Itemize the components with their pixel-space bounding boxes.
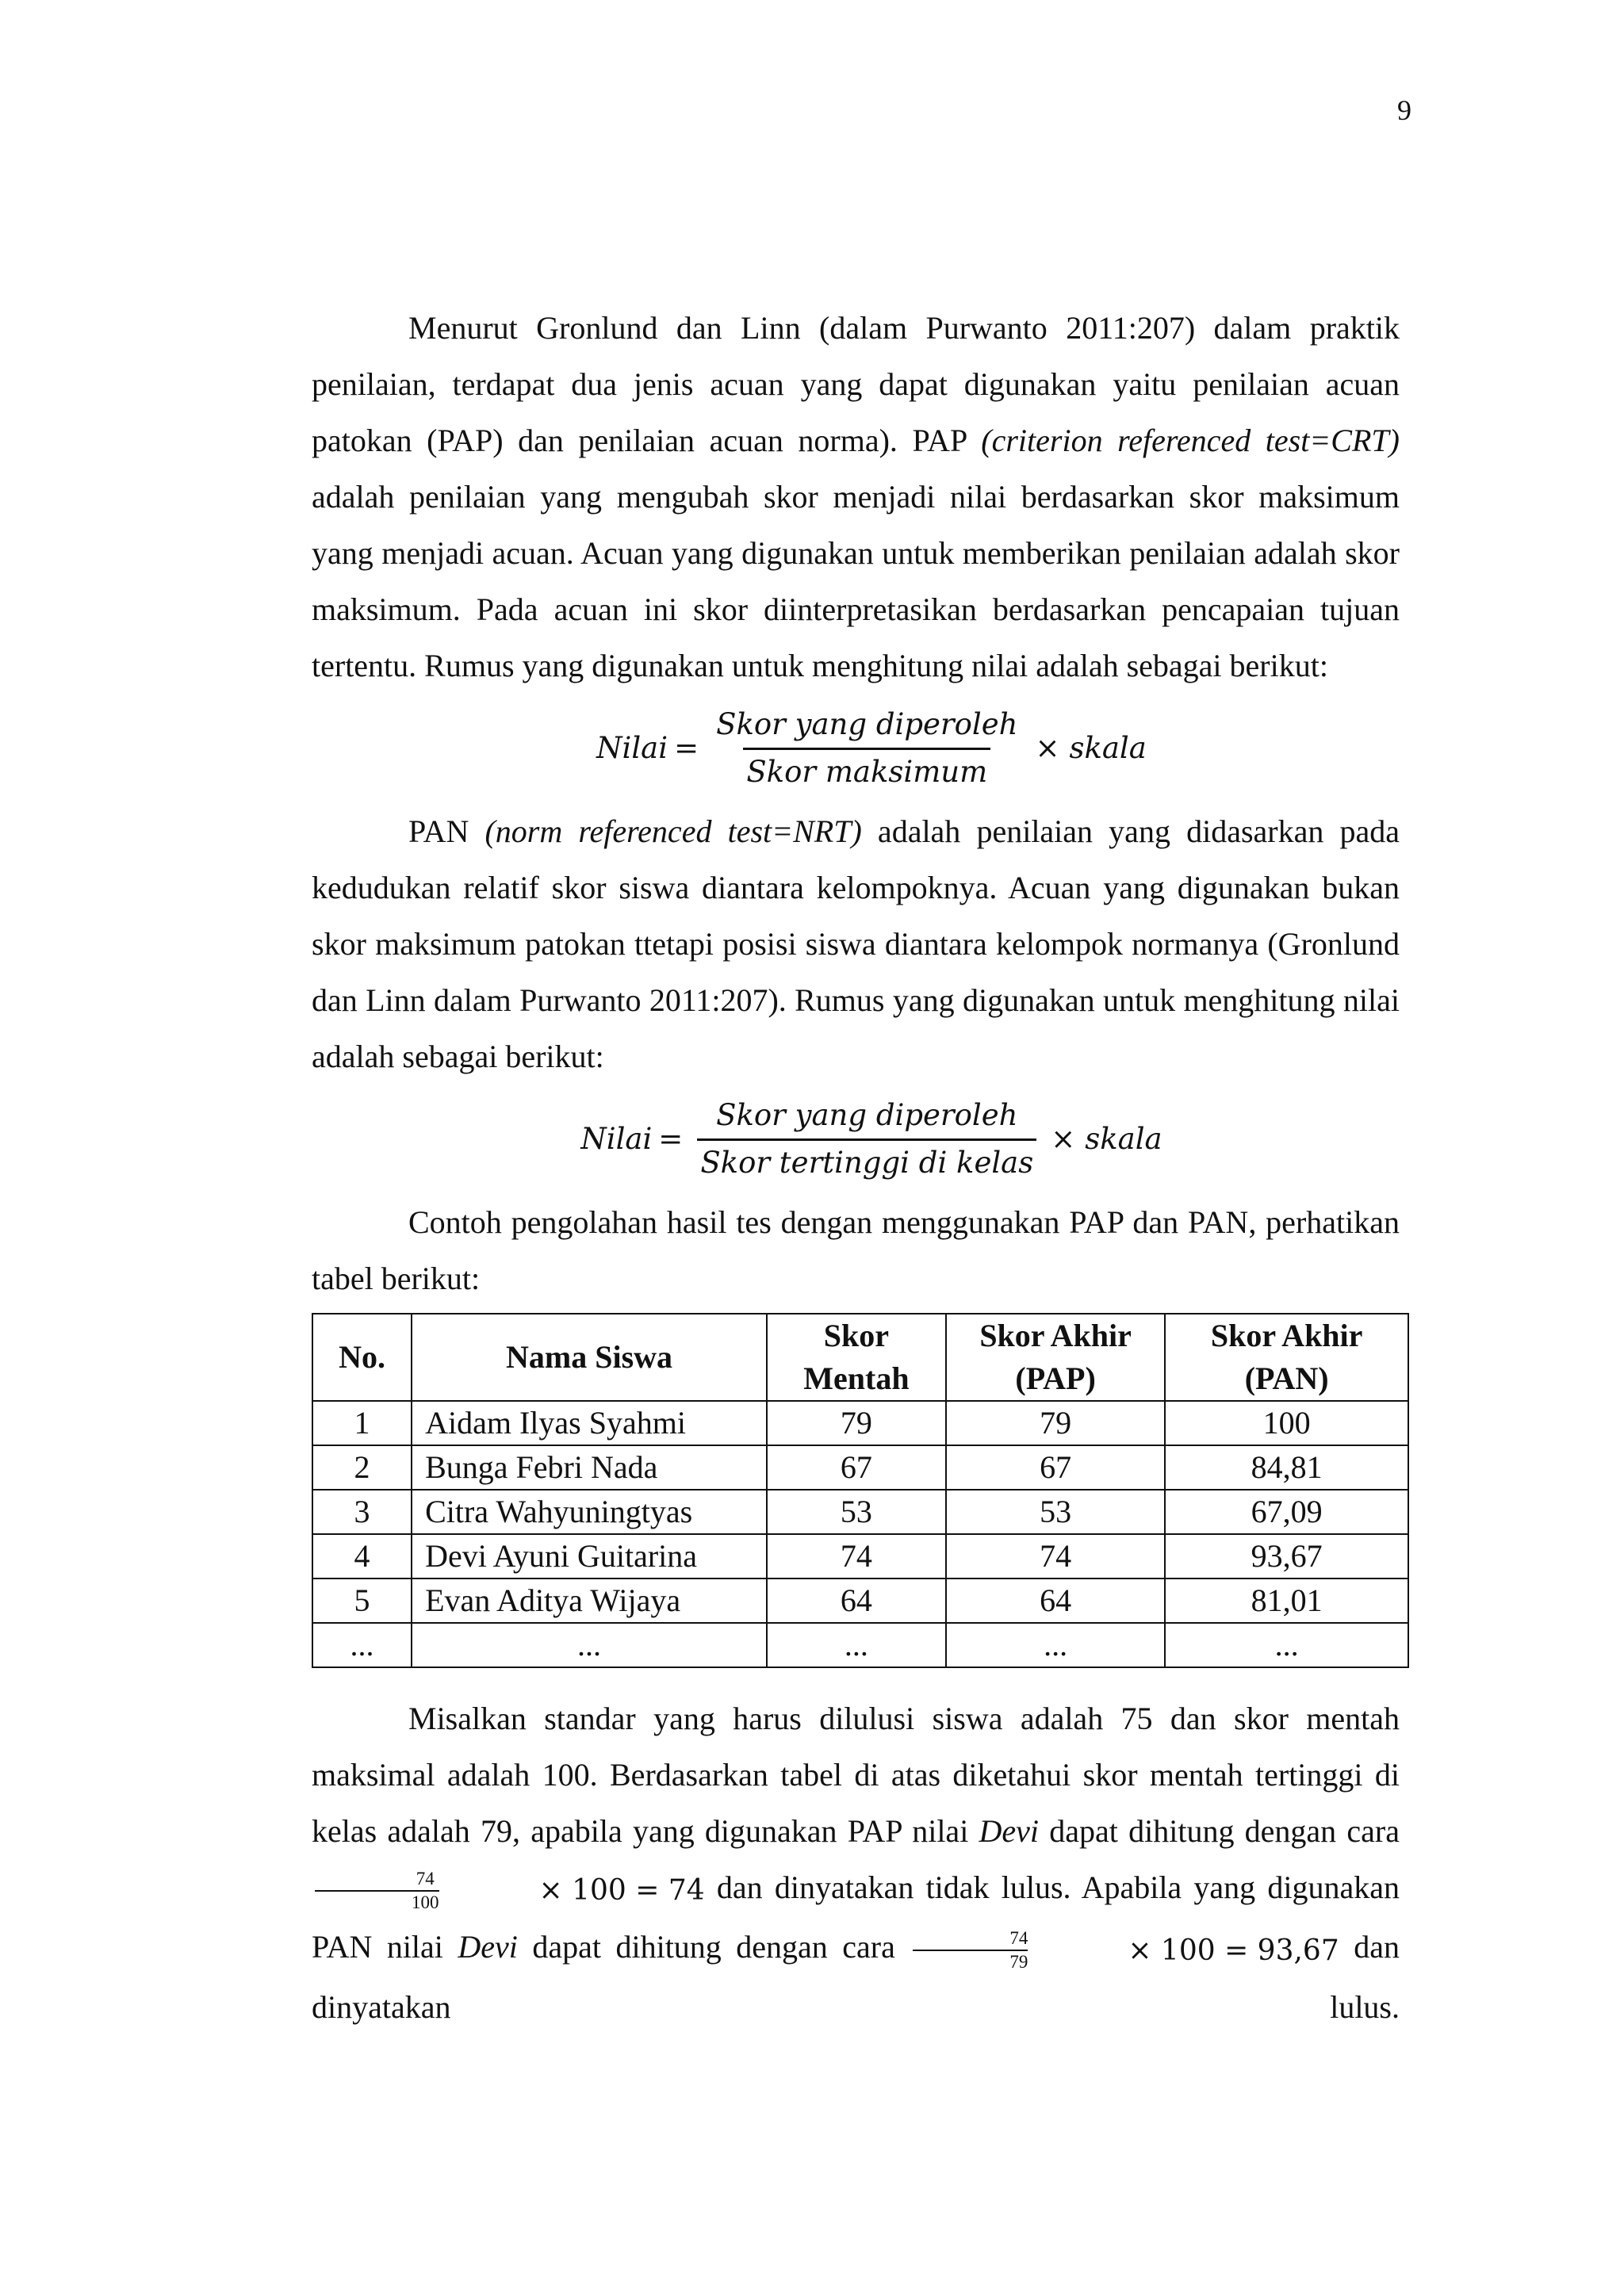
formula-pan bbox=[343, 1085, 1400, 1194]
equals-sign: = bbox=[658, 1121, 684, 1156]
inline-math-pap: × 100 = 74 bbox=[538, 1874, 705, 1908]
formula-pap bbox=[343, 694, 1400, 803]
page-number: 9 bbox=[1397, 94, 1411, 126]
cell-no: ... bbox=[312, 1623, 412, 1667]
header-name: Nama Siswa bbox=[412, 1314, 767, 1401]
formula-fraction bbox=[697, 1098, 1036, 1181]
cell-mentah: ... bbox=[767, 1623, 946, 1667]
cell-pan: 67,09 bbox=[1165, 1490, 1408, 1534]
fraction-numerator: 74 bbox=[416, 1868, 435, 1888]
table-row bbox=[312, 1623, 1408, 1667]
paragraph-text: dan dinyatakan lulus. bbox=[312, 1929, 1400, 2025]
formula-lhs: Nilai bbox=[596, 730, 668, 765]
cell-pan: 93,67 bbox=[1165, 1534, 1408, 1578]
fraction-numerator: 74 bbox=[1009, 1928, 1028, 1949]
cell-no: 2 bbox=[312, 1445, 412, 1490]
cell-pap: 64 bbox=[946, 1578, 1165, 1623]
inline-fraction-pan bbox=[913, 1927, 1028, 1973]
header-no: No. bbox=[312, 1314, 412, 1401]
cell-name: Aidam Ilyas Syahmi bbox=[412, 1401, 767, 1445]
cell-mentah: 74 bbox=[767, 1534, 946, 1578]
cell-pan: 84,81 bbox=[1165, 1445, 1408, 1490]
cell-mentah: 67 bbox=[767, 1445, 946, 1490]
fraction-numerator: Skor yang diperoleh bbox=[716, 1098, 1018, 1133]
paragraph-text: dan dinyatakan tidak lulus. Apabila yang digunakan PAN nilai bbox=[312, 1869, 1400, 1965]
equals-sign: = bbox=[674, 730, 699, 765]
cell-pap: ... bbox=[946, 1623, 1165, 1667]
paragraph-pan-definition bbox=[312, 803, 1400, 1085]
cell-pap: 79 bbox=[946, 1401, 1165, 1445]
cell-name: Evan Aditya Wijaya bbox=[412, 1578, 767, 1623]
table-row bbox=[312, 1445, 1408, 1490]
fraction-numerator: Skor yang diperoleh bbox=[716, 707, 1018, 742]
cell-pan: 100 bbox=[1165, 1401, 1408, 1445]
cell-no: 5 bbox=[312, 1578, 412, 1623]
cell-pap: 74 bbox=[946, 1534, 1165, 1578]
table-row bbox=[312, 1578, 1408, 1623]
cell-pap: 67 bbox=[946, 1445, 1165, 1490]
table-row bbox=[312, 1490, 1408, 1534]
formula-lhs: Nilai bbox=[580, 1121, 653, 1156]
paragraph-table-intro: Contoh pengolahan hasil tes dengan menggunakan PAP dan PAN, perhatikan tabel berikut: bbox=[312, 1204, 1400, 1296]
cell-no: 4 bbox=[312, 1534, 412, 1578]
cell-name: Bunga Febri Nada bbox=[412, 1445, 767, 1490]
cell-mentah: 53 bbox=[767, 1490, 946, 1534]
student-name-devi: Devi bbox=[458, 1929, 518, 1965]
nrt-term: (norm referenced test=NRT) bbox=[485, 813, 862, 849]
paragraph-text: adalah penilaian yang mengubah skor menjadi nilai berdasarkan skor maksimum yang menjadi acuan. Acuan yang digunakan untuk memberikan penilaian adalah skor maksimum. Pada acuan ini skor diinterpretasikan berdasarkan pencapaian tujuan tertentu. Rumus yang digunakan untuk menghitung nilai adalah sebagai berikut: bbox=[312, 479, 1400, 683]
results-table bbox=[312, 1313, 1409, 1668]
cell-mentah: 79 bbox=[767, 1401, 946, 1445]
paragraph-text: adalah penilaian yang didasarkan pada kedudukan relatif skor siswa diantara kelompoknya. Acuan yang digunakan bukan skor maksimum patokan ttetapi posisi siswa diantara kelompok normanya (Gronlund dan Linn dalam Purwanto 2011:207). Rumus yang digunakan untuk menghitung nilai adalah sebagai berikut: bbox=[312, 813, 1400, 1074]
student-name-devi: Devi bbox=[979, 1813, 1040, 1849]
times-sign: × bbox=[1051, 1121, 1076, 1156]
formula-fraction bbox=[713, 707, 1021, 790]
paragraph-example-calculation bbox=[312, 1690, 1400, 2035]
page-content bbox=[312, 300, 1400, 2035]
formula-scale: skala bbox=[1069, 730, 1147, 765]
cell-name: Devi Ayuni Guitarina bbox=[412, 1534, 767, 1578]
crt-term: (criterion referenced test=CRT) bbox=[981, 423, 1400, 458]
paragraph-text: Misalkan standar yang harus dilulusi siswa adalah 75 dan skor mentah maksimal adalah 100. Berdasarkan tabel di atas diketahui skor mentah tertinggi di kelas adalah 79, apabila yang digunakan PAP nilai bbox=[312, 1701, 1400, 1849]
fraction-denominator: Skor tertinggi di kelas bbox=[697, 1138, 1036, 1181]
cell-mentah: 64 bbox=[767, 1578, 946, 1623]
cell-no: 3 bbox=[312, 1490, 412, 1534]
paragraph-text: Menurut Gronlund dan Linn (dalam Purwanto 2011:207) dalam praktik penilaian, terdapat dua jenis acuan yang dapat digunakan yaitu penilaian acuan patokan (PAP) dan penilaian acuan norma). PAP bbox=[312, 310, 1400, 458]
times-sign: × bbox=[1035, 730, 1060, 765]
header-skor-akhir-pap: Skor Akhir (PAP) bbox=[946, 1314, 1165, 1401]
cell-name: ... bbox=[412, 1623, 767, 1667]
fraction-denominator: 79 bbox=[913, 1950, 1028, 1973]
paragraph-text: PAN bbox=[408, 813, 485, 849]
cell-pan: 81,01 bbox=[1165, 1578, 1408, 1623]
inline-math-pan: × 100 = 93,67 bbox=[1128, 1934, 1339, 1967]
cell-name: Citra Wahyuningtyas bbox=[412, 1490, 767, 1534]
table-row bbox=[312, 1401, 1408, 1445]
header-skor-mentah: Skor Mentah bbox=[767, 1314, 946, 1401]
paragraph-text: dapat dihitung dengan cara bbox=[1039, 1813, 1400, 1849]
table-row bbox=[312, 1534, 1408, 1578]
header-skor-akhir-pan: Skor Akhir (PAN) bbox=[1165, 1314, 1408, 1401]
fraction-denominator: 100 bbox=[315, 1890, 439, 1914]
formula-scale: skala bbox=[1085, 1121, 1162, 1156]
paragraph-text: dapat dihitung dengan cara bbox=[517, 1929, 910, 1965]
fraction-denominator: Skor maksimum bbox=[743, 748, 990, 790]
inline-fraction-pap bbox=[315, 1868, 439, 1914]
cell-pap: 53 bbox=[946, 1490, 1165, 1534]
cell-pan: ... bbox=[1165, 1623, 1408, 1667]
cell-no: 1 bbox=[312, 1401, 412, 1445]
table-header-row bbox=[312, 1314, 1408, 1401]
paragraph-pap-definition bbox=[312, 300, 1400, 694]
